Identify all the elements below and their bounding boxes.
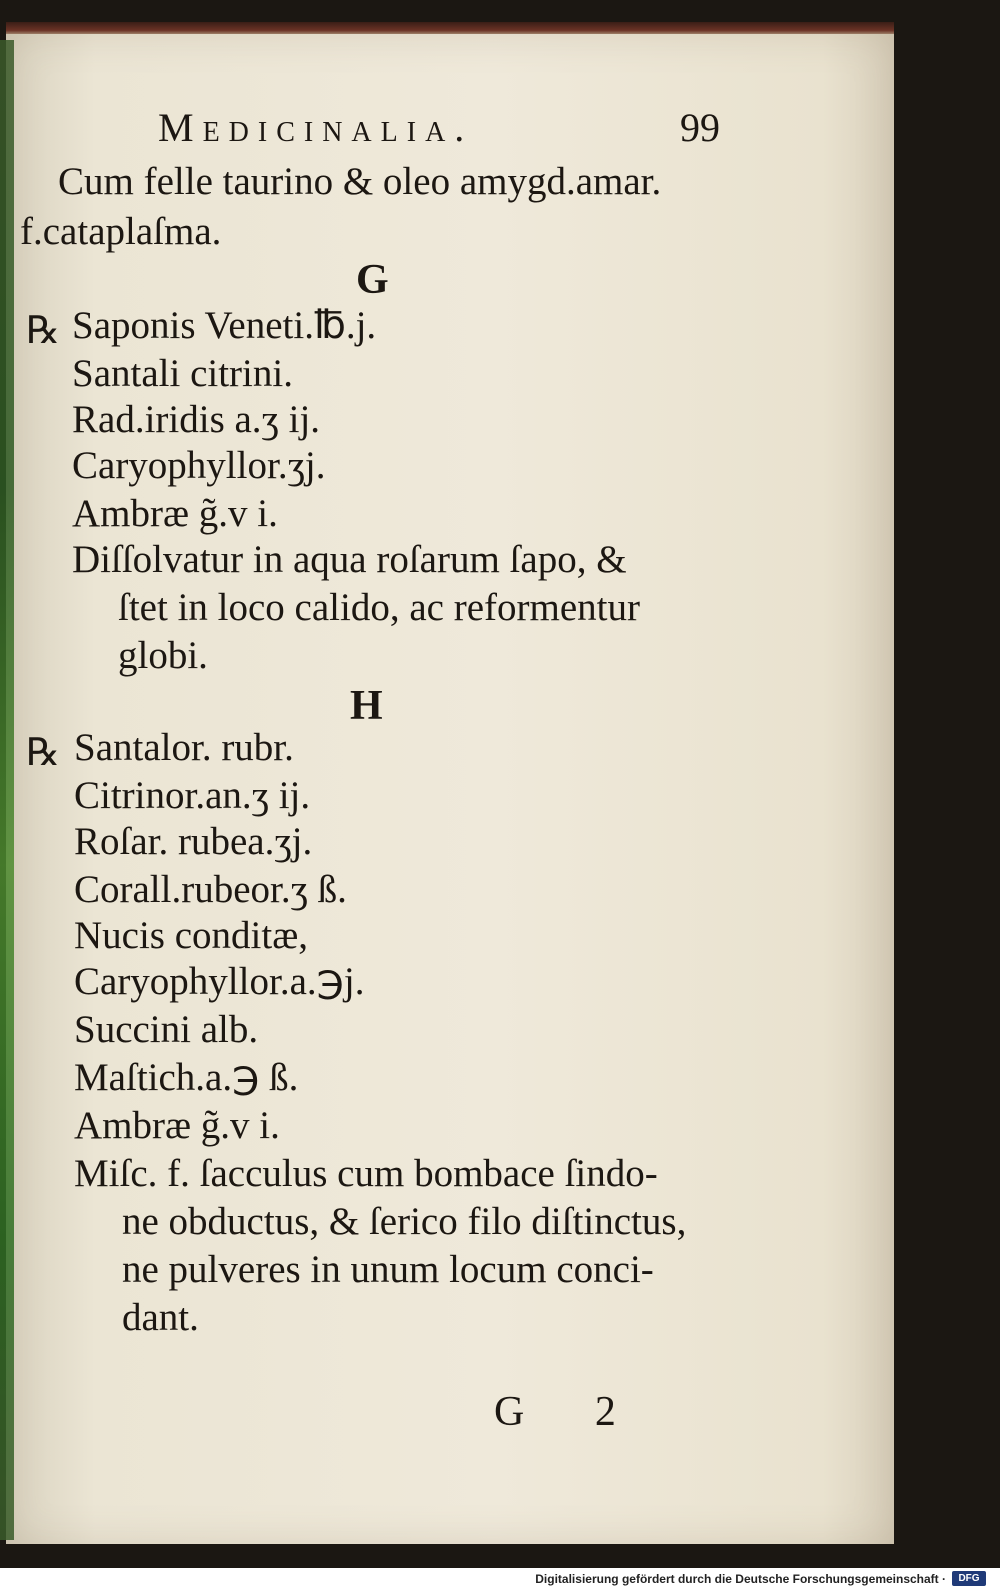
ingredient-line: Maſtich.a.℈ ß. <box>74 1056 299 1099</box>
text-line: f.cataplaſma. <box>20 210 222 253</box>
ingredient-line: Corall.rubeor.ʒ ß. <box>74 868 347 911</box>
direction-line: ſtet in loco calido, ac reformentur <box>118 586 640 629</box>
ingredient-line: Ambræ g̃.v i. <box>74 1104 280 1147</box>
binding-spine <box>0 40 14 1540</box>
section-letter-h: H <box>350 683 383 729</box>
text-line: Cum felle taurino & oleo amygd.amar. <box>58 160 662 203</box>
page-number: 99 <box>680 105 720 150</box>
ingredient-line: Citrinor.an.ʒ ij. <box>74 774 311 817</box>
ingredient-line: Nucis conditæ, <box>74 914 308 957</box>
ingredient-line: Roſar. rubea.ʒj. <box>74 820 313 863</box>
signature-mark: G 2 <box>494 1389 646 1435</box>
ingredient-line: Succini alb. <box>74 1008 259 1051</box>
dfg-logo-icon: DFG <box>952 1571 986 1586</box>
recipe-icon: ℞ <box>26 732 61 774</box>
section-letter-g: G <box>356 257 389 303</box>
direction-line: globi. <box>118 634 208 677</box>
ingredient-line: Caryophyllor.a.℈j. <box>74 960 365 1003</box>
direction-line: dant. <box>122 1296 199 1339</box>
ingredient-line: Ambræ g̃.v i. <box>72 492 278 535</box>
footer-credit: Digitalisierung gefördert durch die Deutsche Forschungsgemeinschaft · <box>535 1572 946 1586</box>
ingredient-line: Caryophyllor.ʒj. <box>72 444 326 487</box>
ingredient-line: Santali citrini. <box>72 352 293 395</box>
recipe-first-line: Santalor. rubr. <box>74 726 294 769</box>
recipe-icon: ℞ <box>26 310 61 352</box>
recipe-first-line: Saponis Veneti.℔.j. <box>72 304 377 347</box>
footer-bar <box>0 1568 1000 1590</box>
ingredient-line: Rad.iridis a.ʒ ij. <box>72 398 321 441</box>
direction-line: ne pulveres in unum locum conci- <box>122 1248 654 1291</box>
direction-line: Diſſolvatur in aqua roſarum ſapo, & <box>72 538 627 581</box>
direction-line: ne obductus, & ſerico filo diſtinctus, <box>122 1200 687 1243</box>
running-head: Medicinalia. <box>158 105 474 150</box>
direction-line: Miſc. f. ſacculus cum bombace ſindo- <box>74 1152 658 1195</box>
